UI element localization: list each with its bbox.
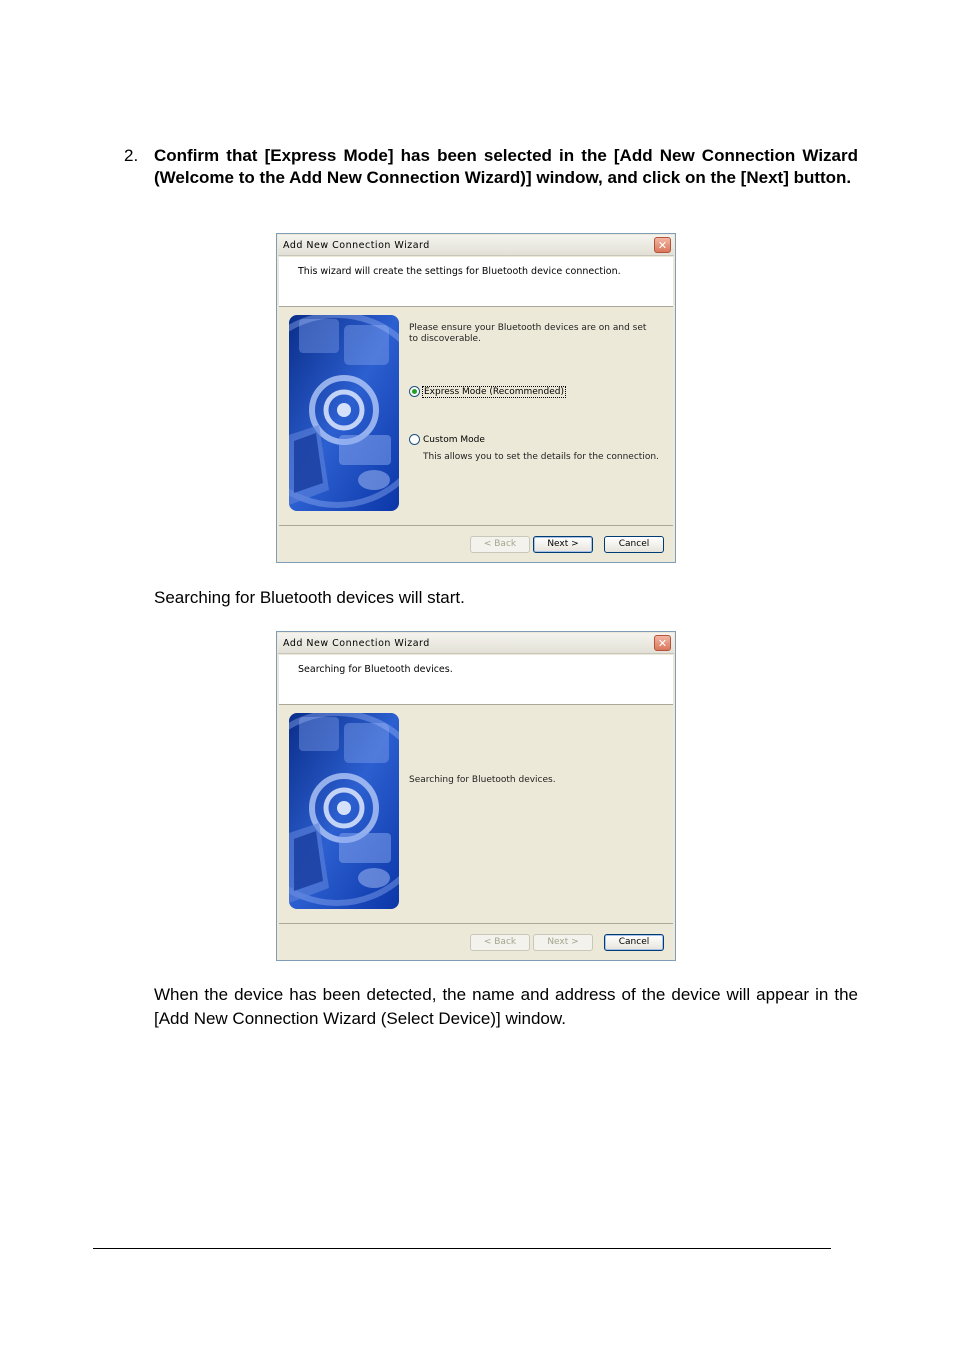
custom-mode-label[interactable]: Custom Mode <box>423 434 485 445</box>
dialog-title: Add New Connection Wizard <box>283 240 430 251</box>
title-bar[interactable] <box>278 235 674 256</box>
wizard-dialog-welcome <box>276 233 676 563</box>
wizard-header <box>279 257 673 307</box>
custom-mode-radio[interactable] <box>409 434 420 445</box>
custom-mode-option[interactable] <box>409 434 485 445</box>
next-button[interactable]: Next > <box>533 934 593 951</box>
back-button[interactable]: < Back <box>470 536 530 553</box>
title-bar[interactable] <box>278 633 674 654</box>
divider <box>279 923 673 924</box>
header-text: Searching for Bluetooth devices. <box>298 664 453 675</box>
searching-message: Searching for Bluetooth devices. <box>409 775 556 785</box>
step-text: Confirm that [Express Mode] has been selected in the [Add New Connection Wizard (Welcome to the Add New Connection Wizard)] window, and click on the [Next] button. <box>154 146 858 187</box>
step-number: 2. <box>124 146 139 165</box>
header-text: This wizard will create the settings for Bluetooth device connection. <box>298 266 621 277</box>
detected-paragraph: When the device has been detected, the name and address of the device will appear in the [Add New Connection Wizard (Select Device)] window. <box>154 985 858 1028</box>
express-mode-radio[interactable] <box>409 386 420 397</box>
searching-paragraph: Searching for Bluetooth devices will start. <box>154 588 465 607</box>
close-icon[interactable]: ✕ <box>654 635 671 651</box>
wizard-header <box>279 655 673 705</box>
divider <box>279 525 673 526</box>
cancel-button[interactable]: Cancel <box>604 934 664 951</box>
custom-mode-description: This allows you to set the details for the connection. <box>423 452 659 462</box>
dialog-title: Add New Connection Wizard <box>283 638 430 649</box>
wizard-dialog-searching <box>276 631 676 961</box>
back-button[interactable]: < Back <box>470 934 530 951</box>
express-mode-label[interactable]: Express Mode (Recommended) <box>424 386 564 397</box>
cancel-button[interactable]: Cancel <box>604 536 664 553</box>
next-button[interactable]: Next > <box>533 536 593 553</box>
wizard-body <box>279 307 673 525</box>
bluetooth-illustration-icon <box>289 713 399 909</box>
info-text: Please ensure your Bluetooth devices are on and set to discoverable. <box>409 323 647 344</box>
bluetooth-illustration-icon <box>289 315 399 511</box>
express-mode-option[interactable] <box>409 386 565 397</box>
close-icon[interactable]: ✕ <box>654 237 671 253</box>
step-instruction <box>124 145 858 189</box>
footer-rule <box>93 1248 831 1249</box>
wizard-body <box>279 705 673 923</box>
